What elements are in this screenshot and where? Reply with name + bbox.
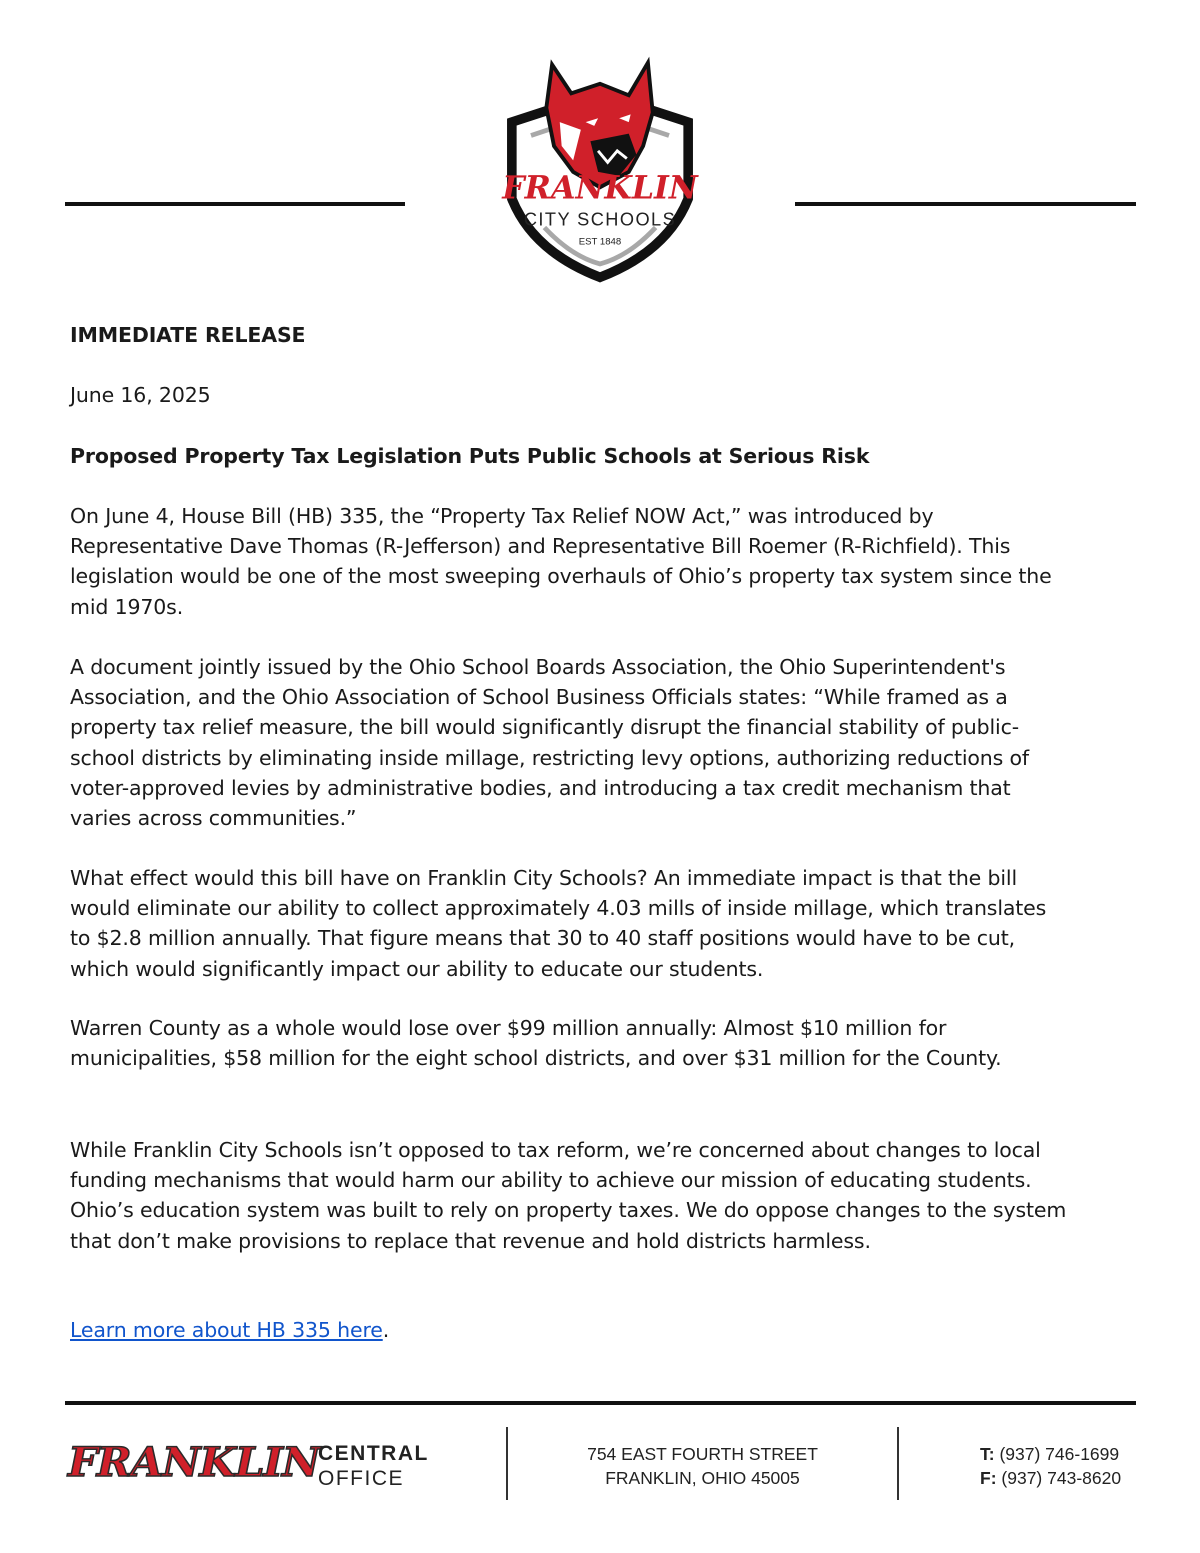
footer-phone-row xyxy=(980,1442,1121,1466)
paragraph-intro: On June 4, House Bill (HB) 335, the “Property Tax Relief NOW Act,” was introduced by Representative Dave Thomas (R-Jefferson) and Representative Bill Roemer (R-Richfield). This legislation would be one of the most sweeping overhauls of Ohio’s property tax system since the mid 1970s. xyxy=(70,504,1052,619)
phone-label: T: xyxy=(980,1444,995,1464)
footer-office-label xyxy=(318,1441,429,1491)
paragraph-local-impact: What effect would this bill have on Franklin City Schools? An immediate impact is that the bill would eliminate our ability to collect approximately 4.03 mills of inside millage, which translates to $2.8 million annually. That figure means that 30 to 40 staff positions would have to be cut, which would significantly impact our ability to educate our students. xyxy=(70,866,1047,981)
footer-office-line1: CENTRAL xyxy=(318,1442,429,1465)
footer-fax-row xyxy=(980,1466,1121,1490)
footer-franklin-logo xyxy=(68,1439,320,1486)
footer-divider-2 xyxy=(897,1427,899,1500)
franklin-city-schools-logo xyxy=(485,55,715,285)
footer-divider-1 xyxy=(506,1427,508,1500)
fax-label: F: xyxy=(980,1468,997,1488)
release-date: June 16, 2025 xyxy=(70,383,211,407)
footer-address-line1: 754 EAST FOURTH STREET xyxy=(587,1444,818,1464)
logo-established-text: EST 1848 xyxy=(578,236,622,248)
paragraph-position: While Franklin City Schools isn’t opposed to tax reform, we’re concerned about changes to local funding mechanisms that would harm our ability to achieve our mission of educating students. Ohio’s education system was built to rely on property taxes. We do oppose changes to the system that don’t make provisions to replace that revenue and hold districts harmless. xyxy=(70,1138,1067,1253)
footer-franklin-wordmark: FRANKLIN xyxy=(68,1439,320,1486)
logo-franklin-text: FRANKLIN xyxy=(502,169,698,207)
footer-rule xyxy=(65,1401,1136,1405)
logo-city-schools-text: CITY SCHOOLS xyxy=(523,209,677,230)
footer-contact xyxy=(980,1442,1121,1490)
release-label: IMMEDIATE RELEASE xyxy=(70,323,306,347)
link-trailing-period: . xyxy=(382,1318,390,1342)
footer-address xyxy=(560,1442,845,1490)
fax-number: (937) 743-8620 xyxy=(1001,1468,1122,1488)
footer-address-line2: FRANKLIN, OHIO 45005 xyxy=(605,1468,800,1488)
bobcat-shield-icon xyxy=(485,55,715,285)
paragraph-county-impact: Warren County as a whole would lose over $99 million annually: Almost $10 million for municipalities, $58 million for the eight school districts, and over $31 million for the County. xyxy=(70,1016,1002,1071)
learn-more-link[interactable]: Learn more about HB 335 here xyxy=(70,1318,383,1342)
phone-number: (937) 746-1699 xyxy=(999,1444,1120,1464)
header-rule-left xyxy=(65,202,405,206)
headline: Proposed Property Tax Legislation Puts Public Schools at Serious Risk xyxy=(70,444,870,468)
footer-office-line2: OFFICE xyxy=(318,1467,404,1490)
header-rule-right xyxy=(795,202,1136,206)
paragraph-joint-statement: A document jointly issued by the Ohio School Boards Association, the Ohio Superintendent's Association, and the Ohio Association of School Business Officials states: “While framed as a property tax relief measure, the bill would significantly disrupt the financial stability of public-school districts by eliminating inside millage, restricting levy options, authorizing reductions of voter-approved levies by administrative bodies, and introducing a tax credit mechanism that varies across communities.” xyxy=(70,655,1029,831)
learn-more-line xyxy=(70,1315,1070,1345)
